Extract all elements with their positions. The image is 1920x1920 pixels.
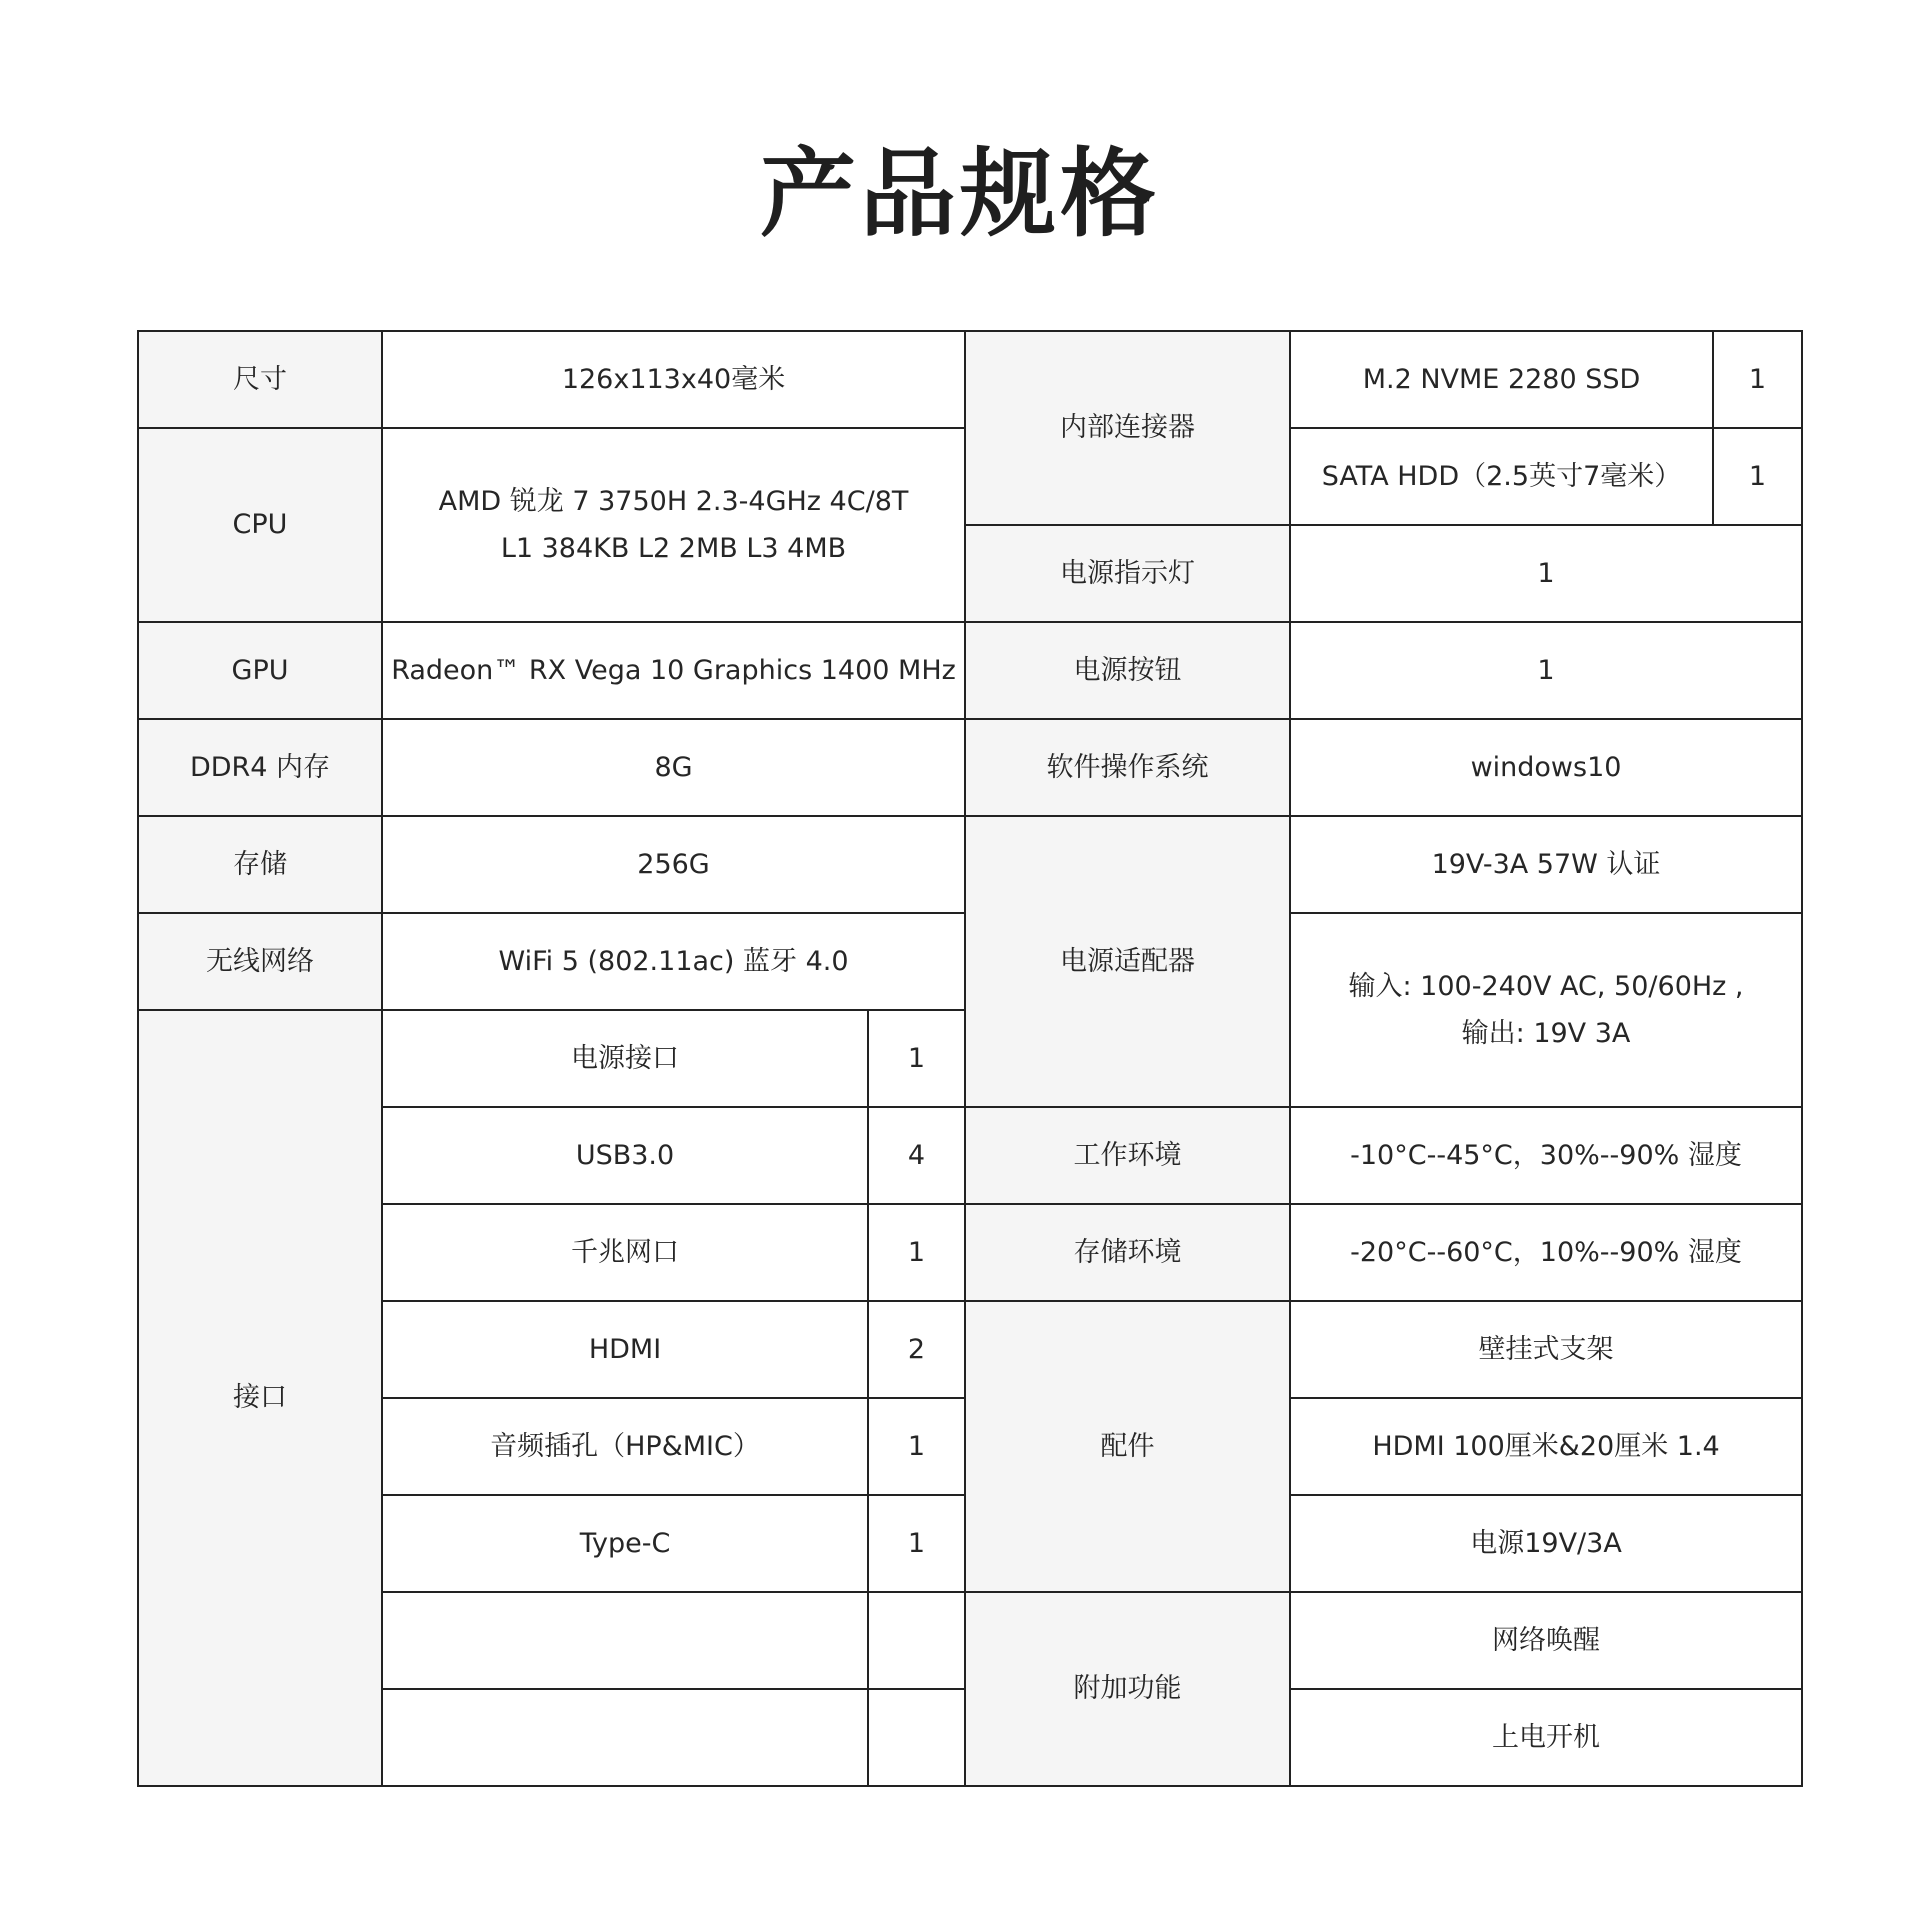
- extra-features-label: 附加功能: [965, 1592, 1290, 1786]
- port-count: 1: [868, 1204, 965, 1301]
- power-led-value: 1: [1290, 525, 1802, 622]
- cpu-value: [382, 428, 965, 622]
- cpu-label: CPU: [138, 428, 382, 622]
- port-name: 音频插孔（HP&MIC）: [382, 1398, 868, 1495]
- internal-connector-name: M.2 NVME 2280 SSD: [1290, 331, 1713, 428]
- port-name: Type-C: [382, 1495, 868, 1592]
- port-name-empty: [382, 1592, 868, 1689]
- port-name: USB3.0: [382, 1107, 868, 1204]
- port-count-empty: [868, 1592, 965, 1689]
- internal-connector-label: 内部连接器: [965, 331, 1290, 525]
- wireless-label: 无线网络: [138, 913, 382, 1010]
- ram-value: 8G: [382, 719, 965, 816]
- port-name: 千兆网口: [382, 1204, 868, 1301]
- port-name: 电源接口: [382, 1010, 868, 1107]
- os-value: windows10: [1290, 719, 1802, 816]
- cpu-line: L1 384KB L2 2MB L3 4MB: [500, 533, 847, 564]
- port-count: 1: [868, 1495, 965, 1592]
- accessory-item: 电源19V/3A: [1290, 1495, 1802, 1592]
- power-adapter-io: [1290, 913, 1802, 1107]
- port-count-empty: [868, 1689, 965, 1786]
- page-title: 产品规格: [760, 138, 1160, 250]
- spec-table: [137, 330, 1803, 1787]
- storage-value: 256G: [382, 816, 965, 913]
- port-count: 2: [868, 1301, 965, 1398]
- storage-label: 存储: [138, 816, 382, 913]
- power-button-value: 1: [1290, 622, 1802, 719]
- extra-feature-item: 上电开机: [1290, 1689, 1802, 1786]
- size-label: 尺寸: [138, 331, 382, 428]
- power-adapter-label: 电源适配器: [965, 816, 1290, 1107]
- work-env-label: 工作环境: [965, 1107, 1290, 1204]
- accessories-label: 配件: [965, 1301, 1290, 1592]
- port-count: 1: [868, 1398, 965, 1495]
- accessory-item: HDMI 100厘米&20厘米 1.4: [1290, 1398, 1802, 1495]
- port-name: HDMI: [382, 1301, 868, 1398]
- power-button-label: 电源按钮: [965, 622, 1290, 719]
- wireless-value: WiFi 5 (802.11ac) 蓝牙 4.0: [382, 913, 965, 1010]
- ports-label: 接口: [138, 1010, 382, 1786]
- power-led-label: 电源指示灯: [965, 525, 1290, 622]
- internal-connector-name: SATA HDD（2.5英寸7毫米）: [1290, 428, 1713, 525]
- accessory-item: 壁挂式支架: [1290, 1301, 1802, 1398]
- extra-feature-item: 网络唤醒: [1290, 1592, 1802, 1689]
- os-label: 软件操作系统: [965, 719, 1290, 816]
- power-adapter-rating: 19V-3A 57W 认证: [1290, 816, 1802, 913]
- gpu-label: GPU: [138, 622, 382, 719]
- storage-env-value: -20°C--60°C，10%--90% 湿度: [1290, 1204, 1802, 1301]
- work-env-value: -10°C--45°C，30%--90% 湿度: [1290, 1107, 1802, 1204]
- port-name-empty: [382, 1689, 868, 1786]
- gpu-value: Radeon™ RX Vega 10 Graphics 1400 MHz: [382, 622, 965, 719]
- cpu-line: AMD 锐龙 7 3750H 2.3-4GHz 4C/8T: [438, 485, 909, 517]
- internal-connector-count: 1: [1713, 331, 1802, 428]
- ram-label: DDR4 内存: [138, 719, 382, 816]
- internal-connector-count: 1: [1713, 428, 1802, 525]
- storage-env-label: 存储环境: [965, 1204, 1290, 1301]
- power-adapter-output: 输出: 19V 3A: [1461, 1018, 1631, 1049]
- port-count: 1: [868, 1010, 965, 1107]
- port-count: 4: [868, 1107, 965, 1204]
- power-adapter-input: 输入: 100-240V AC, 50/60Hz ,: [1348, 970, 1744, 1002]
- size-value: 126x113x40毫米: [382, 331, 965, 428]
